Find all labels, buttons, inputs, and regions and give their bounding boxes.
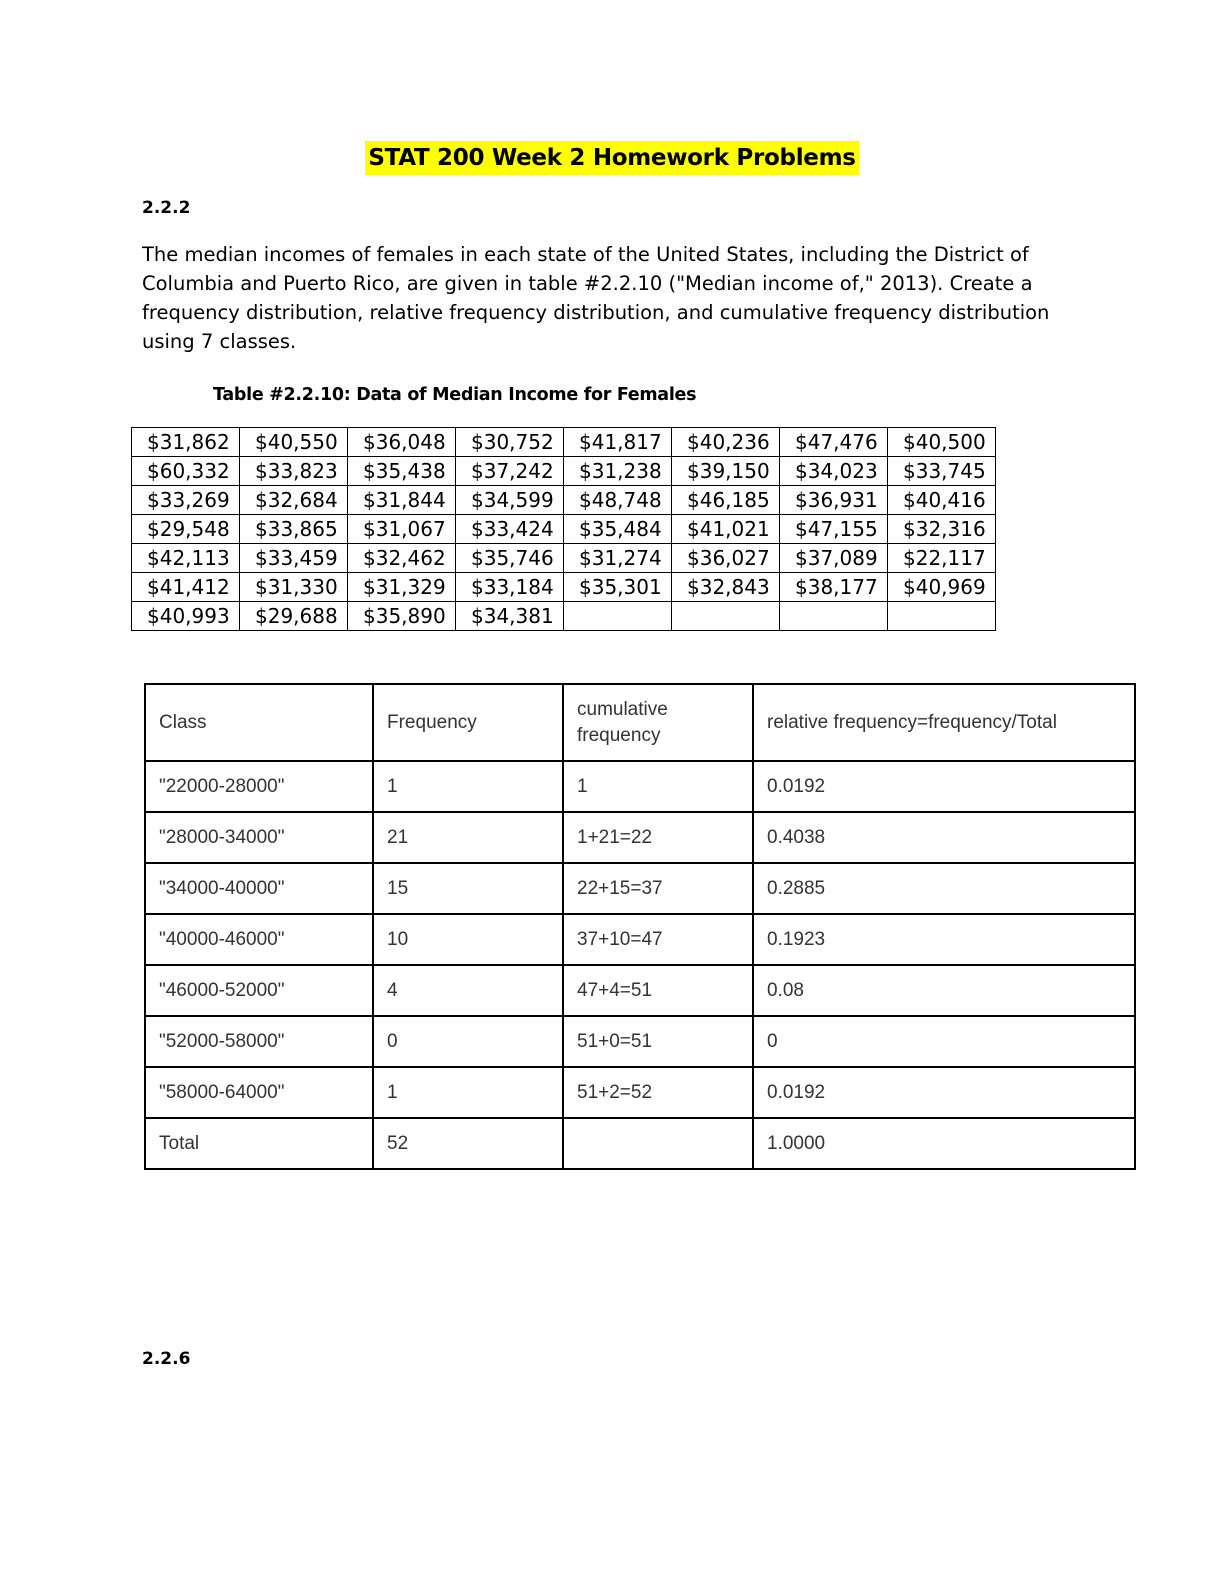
income-cell: $29,688 <box>240 602 348 631</box>
class-cell: "58000-64000" <box>145 1067 373 1118</box>
cumulative-frequency-cell: 51+0=51 <box>563 1016 753 1067</box>
frequency-table-header-row <box>145 684 1135 761</box>
income-cell <box>672 602 780 631</box>
table-caption: Table #2.2.10: Data of Median Income for Females <box>213 385 697 405</box>
frequency-table-body <box>145 761 1135 1169</box>
class-cell: Total <box>145 1118 373 1169</box>
income-cell: $31,862 <box>132 428 240 457</box>
class-cell: "28000-34000" <box>145 812 373 863</box>
relative-frequency-cell: 0.0192 <box>753 1067 1135 1118</box>
header-cumulative-line1: cumulative <box>577 698 668 720</box>
income-cell: $33,424 <box>456 515 564 544</box>
title-wrapper <box>0 141 1224 175</box>
income-cell: $36,931 <box>780 486 888 515</box>
header-cumulative-frequency <box>563 684 753 761</box>
income-cell: $22,117 <box>888 544 996 573</box>
income-cell: $41,412 <box>132 573 240 602</box>
income-row <box>132 486 996 515</box>
class-cell: "22000-28000" <box>145 761 373 812</box>
relative-frequency-cell: 0.4038 <box>753 812 1135 863</box>
problem-line: The median incomes of females in each state of the United States, including the District of <box>142 243 1029 266</box>
class-cell: "34000-40000" <box>145 863 373 914</box>
relative-frequency-cell: 1.0000 <box>753 1118 1135 1169</box>
income-data-table <box>131 427 996 631</box>
income-cell: $48,748 <box>564 486 672 515</box>
cumulative-frequency-cell: 37+10=47 <box>563 914 753 965</box>
income-cell: $39,150 <box>672 457 780 486</box>
problem-line: using 7 classes. <box>142 330 297 353</box>
relative-frequency-cell: 0 <box>753 1016 1135 1067</box>
frequency-table-row <box>145 863 1135 914</box>
income-row <box>132 573 996 602</box>
income-cell: $34,381 <box>456 602 564 631</box>
income-cell: $32,684 <box>240 486 348 515</box>
frequency-cell: 0 <box>373 1016 563 1067</box>
income-cell: $34,023 <box>780 457 888 486</box>
income-cell <box>564 602 672 631</box>
income-cell: $32,843 <box>672 573 780 602</box>
income-cell: $31,329 <box>348 573 456 602</box>
page-title: STAT 200 Week 2 Homework Problems <box>365 141 858 175</box>
income-cell: $30,752 <box>456 428 564 457</box>
frequency-cell: 15 <box>373 863 563 914</box>
income-row <box>132 515 996 544</box>
relative-frequency-cell: 0.08 <box>753 965 1135 1016</box>
income-cell: $38,177 <box>780 573 888 602</box>
income-cell: $41,021 <box>672 515 780 544</box>
income-cell: $60,332 <box>132 457 240 486</box>
cumulative-frequency-cell: 47+4=51 <box>563 965 753 1016</box>
income-cell: $33,459 <box>240 544 348 573</box>
header-relative-frequency: relative frequency=frequency/Total <box>753 684 1135 761</box>
frequency-table-row <box>145 812 1135 863</box>
frequency-table-row <box>145 1118 1135 1169</box>
income-cell: $33,865 <box>240 515 348 544</box>
section-number-2-2-2: 2.2.2 <box>142 198 191 218</box>
income-cell: $40,969 <box>888 573 996 602</box>
frequency-table-row <box>145 965 1135 1016</box>
frequency-cell: 1 <box>373 1067 563 1118</box>
income-cell: $34,599 <box>456 486 564 515</box>
income-row <box>132 457 996 486</box>
income-cell: $35,890 <box>348 602 456 631</box>
income-cell: $32,316 <box>888 515 996 544</box>
income-cell: $35,301 <box>564 573 672 602</box>
class-cell: "52000-58000" <box>145 1016 373 1067</box>
income-cell: $33,823 <box>240 457 348 486</box>
problem-line: frequency distribution, relative frequency distribution, and cumulative frequency distribution <box>142 301 1050 324</box>
cumulative-frequency-cell: 1 <box>563 761 753 812</box>
frequency-table-row <box>145 761 1135 812</box>
frequency-cell: 52 <box>373 1118 563 1169</box>
header-cumulative-line2: frequency <box>577 724 661 746</box>
income-cell: $31,844 <box>348 486 456 515</box>
income-cell: $35,438 <box>348 457 456 486</box>
income-row <box>132 544 996 573</box>
income-cell: $31,067 <box>348 515 456 544</box>
frequency-cell: 1 <box>373 761 563 812</box>
income-cell: $41,817 <box>564 428 672 457</box>
frequency-table-row <box>145 1016 1135 1067</box>
class-cell: "40000-46000" <box>145 914 373 965</box>
income-cell: $40,500 <box>888 428 996 457</box>
income-cell: $29,548 <box>132 515 240 544</box>
relative-frequency-cell: 0.1923 <box>753 914 1135 965</box>
income-cell: $46,185 <box>672 486 780 515</box>
section-number-2-2-6: 2.2.6 <box>142 1349 191 1369</box>
income-row <box>132 602 996 631</box>
income-cell: $33,269 <box>132 486 240 515</box>
problem-text <box>142 240 1062 356</box>
income-cell: $33,745 <box>888 457 996 486</box>
problem-line: Columbia and Puerto Rico, are given in table #2.2.10 ("Median income of," 2013). Create a <box>142 272 1033 295</box>
frequency-table <box>144 683 1136 1170</box>
relative-frequency-cell: 0.2885 <box>753 863 1135 914</box>
income-cell: $31,238 <box>564 457 672 486</box>
income-table-body <box>132 428 996 631</box>
income-cell: $40,416 <box>888 486 996 515</box>
frequency-cell: 21 <box>373 812 563 863</box>
income-cell: $37,089 <box>780 544 888 573</box>
income-cell: $47,476 <box>780 428 888 457</box>
income-cell: $40,550 <box>240 428 348 457</box>
income-cell: $35,484 <box>564 515 672 544</box>
income-cell: $37,242 <box>456 457 564 486</box>
frequency-cell: 4 <box>373 965 563 1016</box>
income-cell: $33,184 <box>456 573 564 602</box>
income-cell: $31,330 <box>240 573 348 602</box>
class-cell: "46000-52000" <box>145 965 373 1016</box>
income-cell: $40,993 <box>132 602 240 631</box>
cumulative-frequency-cell <box>563 1118 753 1169</box>
frequency-table-row <box>145 914 1135 965</box>
relative-frequency-cell: 0.0192 <box>753 761 1135 812</box>
income-row <box>132 428 996 457</box>
income-cell: $47,155 <box>780 515 888 544</box>
income-cell: $36,048 <box>348 428 456 457</box>
header-class: Class <box>145 684 373 761</box>
income-cell: $35,746 <box>456 544 564 573</box>
cumulative-frequency-cell: 51+2=52 <box>563 1067 753 1118</box>
cumulative-frequency-cell: 22+15=37 <box>563 863 753 914</box>
income-cell: $36,027 <box>672 544 780 573</box>
income-cell: $31,274 <box>564 544 672 573</box>
frequency-table-row <box>145 1067 1135 1118</box>
income-cell: $42,113 <box>132 544 240 573</box>
income-cell <box>888 602 996 631</box>
income-cell: $40,236 <box>672 428 780 457</box>
income-cell: $32,462 <box>348 544 456 573</box>
header-frequency: Frequency <box>373 684 563 761</box>
cumulative-frequency-cell: 1+21=22 <box>563 812 753 863</box>
income-cell <box>780 602 888 631</box>
frequency-cell: 10 <box>373 914 563 965</box>
